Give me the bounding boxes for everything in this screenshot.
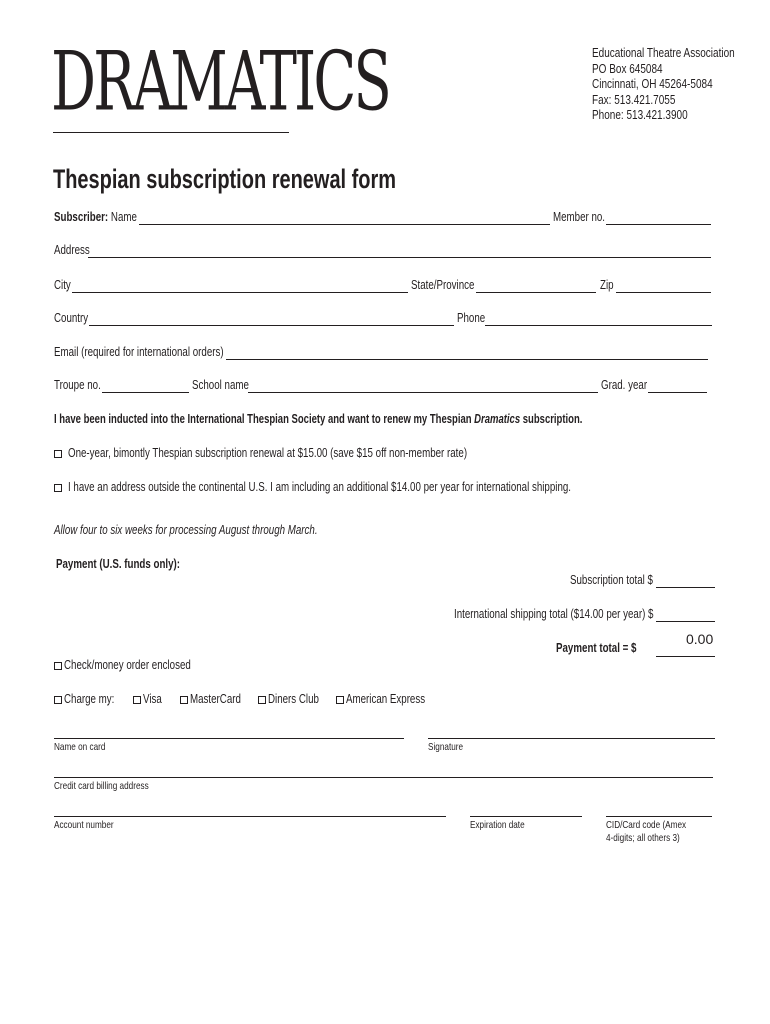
grad-year-label: Grad. year (601, 378, 648, 392)
subscriber-label: Subscriber: Name (54, 210, 137, 224)
troupe-field[interactable] (102, 392, 189, 393)
payment-total-value[interactable]: 0.00 (686, 631, 714, 647)
amex-option[interactable] (336, 692, 447, 707)
country-label: Country (54, 311, 89, 325)
cid-field[interactable] (606, 816, 712, 817)
troupe-label: Troupe no. (54, 378, 101, 392)
billing-address-field[interactable] (54, 777, 713, 778)
name-on-card-field[interactable] (54, 738, 404, 739)
mastercard-checkbox[interactable] (180, 696, 188, 704)
shipping-total-field[interactable] (656, 621, 715, 622)
member-no-label: Member no. (553, 210, 606, 224)
payment-total-label: Payment total = $ (556, 641, 637, 655)
visa-option[interactable] (133, 692, 167, 707)
mastercard-label: MasterCard (190, 692, 241, 706)
subscription-total-label: Subscription total $ (570, 573, 653, 587)
expiration-field[interactable] (470, 816, 582, 817)
member-no-field[interactable] (606, 224, 711, 225)
state-field[interactable] (476, 292, 596, 293)
zip-field[interactable] (616, 292, 711, 293)
page-title: Thespian subscription renewal form (53, 164, 397, 194)
city-label: City (54, 278, 71, 292)
subscription-total-field[interactable] (656, 587, 715, 588)
zip-label: Zip (600, 278, 614, 292)
dramatics-logo (51, 34, 390, 140)
processing-note: Allow four to six weeks for processing August through March. (54, 523, 318, 537)
international-checkbox[interactable] (54, 484, 62, 492)
charge-checkbox[interactable] (54, 696, 62, 704)
diners-option[interactable] (258, 692, 333, 707)
charge-label: Charge my: (64, 692, 115, 706)
name-field[interactable] (139, 224, 550, 225)
diners-checkbox[interactable] (258, 696, 266, 704)
visa-label: Visa (143, 692, 162, 706)
org-city: Cincinnati, OH 45264-5084 (592, 77, 713, 91)
name-on-card-label: Name on card (54, 741, 106, 753)
address-label: Address (54, 243, 90, 257)
one-year-label: One-year, bimontly Thespian subscription renewal at $15.00 (save $15 off non-member rate) (68, 446, 468, 460)
city-field[interactable] (72, 292, 408, 293)
org-address-block (592, 46, 770, 124)
payment-heading: Payment (U.S. funds only): (56, 557, 181, 571)
one-year-checkbox[interactable] (54, 450, 62, 458)
phone-label: Phone (457, 311, 486, 325)
charge-option[interactable] (54, 692, 129, 707)
check-option[interactable] (54, 658, 227, 673)
amex-label: American Express (346, 692, 426, 706)
org-name: Educational Theatre Association (592, 46, 735, 60)
expiration-label: Expiration date (470, 819, 525, 831)
school-label: School name (192, 378, 249, 392)
visa-checkbox[interactable] (133, 696, 141, 704)
billing-address-label: Credit card billing address (54, 780, 149, 792)
account-number-field[interactable] (54, 816, 446, 817)
logo-text: DRAMATICS (51, 34, 390, 130)
cid-label: CID/Card code (Amex 4-digits; all others 3) (606, 819, 687, 844)
international-label: I have an address outside the continental U.S. I am including an additional $14.00 per year for international shipping. (68, 480, 572, 494)
payment-total-field[interactable] (656, 656, 715, 657)
amex-checkbox[interactable] (336, 696, 344, 704)
grad-year-field[interactable] (648, 392, 707, 393)
state-label: State/Province (411, 278, 475, 292)
mastercard-option[interactable] (180, 692, 255, 707)
check-checkbox[interactable] (54, 662, 62, 670)
shipping-total-label: International shipping total ($14.00 per year) $ (454, 607, 654, 621)
membership-statement: I have been inducted into the International Thespian Society and want to renew my Thespian Dramatics subscription. (54, 412, 583, 426)
email-field[interactable] (226, 359, 708, 360)
diners-label: Diners Club (268, 692, 319, 706)
signature-label: Signature (428, 741, 464, 753)
account-number-label: Account number (54, 819, 114, 831)
org-po-box: PO Box 645084 (592, 61, 663, 76)
check-label: Check/money order enclosed (64, 658, 191, 672)
school-field[interactable] (248, 392, 598, 393)
country-field[interactable] (89, 325, 454, 326)
signature-field[interactable] (428, 738, 715, 739)
org-phone: Phone: 513.421.3900 (592, 108, 688, 122)
phone-field[interactable] (485, 325, 712, 326)
address-field[interactable] (88, 257, 711, 258)
email-label: Email (required for international orders) (54, 345, 224, 359)
logo-underline (53, 132, 289, 133)
one-year-option[interactable] (54, 446, 580, 461)
international-option[interactable] (54, 480, 713, 495)
org-fax: Fax: 513.421.7055 (592, 92, 676, 107)
